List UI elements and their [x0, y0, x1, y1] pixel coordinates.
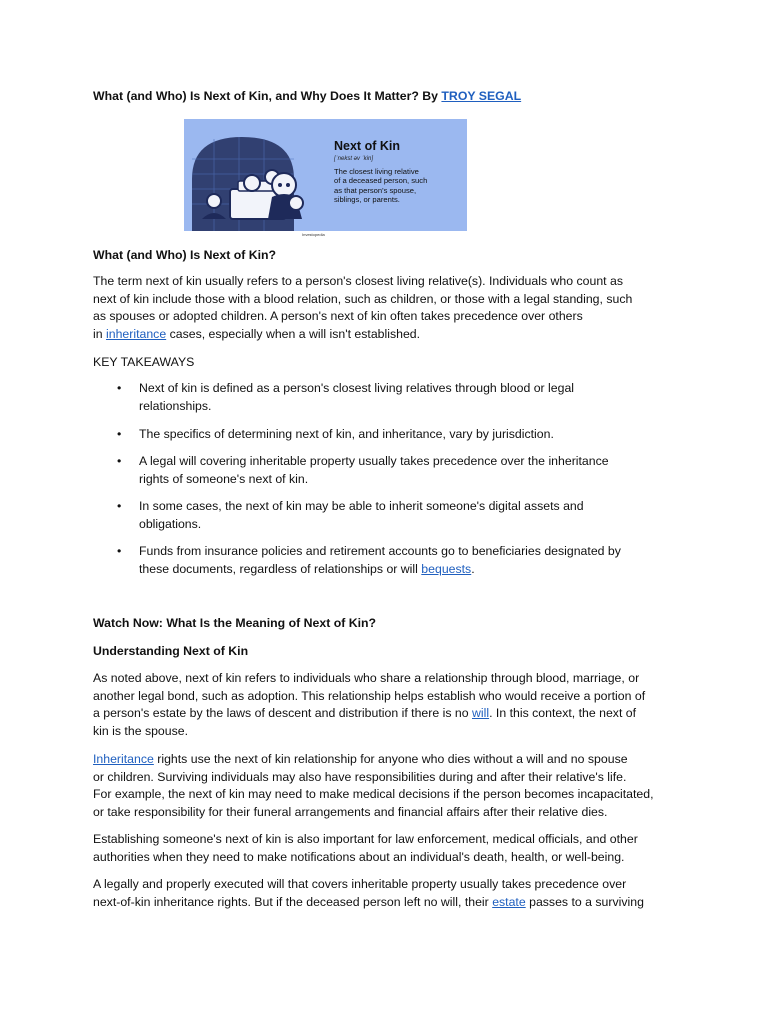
section-heading: Understanding Next of Kin — [93, 644, 249, 658]
illustration-definition: The closest living relative of a deceased person, such as that person's spouse, siblings, or parents. — [334, 167, 428, 205]
will-link[interactable]: will — [472, 706, 490, 721]
next-of-kin-illustration — [184, 119, 467, 237]
paragraph: Inheritance rights use the next of kin relationship for anyone who dies without a will and no spouse or children. Surviving individuals may also have responsibilities during and after their relative's life. For example, the next of kin may need to make medical decisions if the person becomes incapacitated, or take responsibility for their funeral arrangements and financial affairs after their relative dies. — [93, 752, 654, 819]
illustration-heading: Next of Kin — [334, 139, 400, 153]
intro-paragraph: The term next of kin usually refers to a person's closest living relative(s). Individuals who count as next of kin include those with a blood relation, such as children, or those with a legal standing, such as spouses or adopted children. A person's next of kin often takes precedence over others in inheritance cases, especially when a will isn't established. — [93, 274, 633, 341]
illustration-brand: Investopedia — [302, 232, 325, 237]
watch-now-heading: Watch Now: What Is the Meaning of Next of Kin? — [93, 616, 377, 630]
paragraph: Establishing someone's next of kin is also important for law enforcement, medical officials, and other authorities when they need to make notifications about an individual's death, health, or well-being. — [93, 832, 638, 864]
inheritance-link[interactable]: inheritance — [106, 326, 167, 341]
section-heading: What (and Who) Is Next of Kin? — [93, 248, 277, 262]
author-link[interactable]: TROY SEGAL — [441, 89, 522, 103]
paragraph: A legally and properly executed will that covers inheritable property usually takes precedence over next-of-kin inheritance rights. But if the deceased person left no will, their estate passes to a surviving — [93, 877, 644, 909]
estate-link[interactable]: estate — [492, 894, 526, 909]
article-title: What (and Who) Is Next of Kin, and Why Does It Matter? By TROY SEGAL — [93, 89, 522, 103]
inheritance-link[interactable]: Inheritance — [93, 752, 154, 766]
illustration-pronunciation: [ˈnekst əv ˈkin] — [334, 156, 374, 162]
bequests-link[interactable]: bequests — [421, 561, 472, 576]
key-takeaways-label: KEY TAKEAWAYS — [93, 355, 195, 369]
paragraph: As noted above, next of kin refers to individuals who share a relationship through blood, marriage, or another legal bond, such as adoption. This relationship helps establish who would receive a portion of a person's estate by the laws of descent and distribution if there is no will. In this context, the next of kin is the spouse. — [93, 671, 646, 738]
